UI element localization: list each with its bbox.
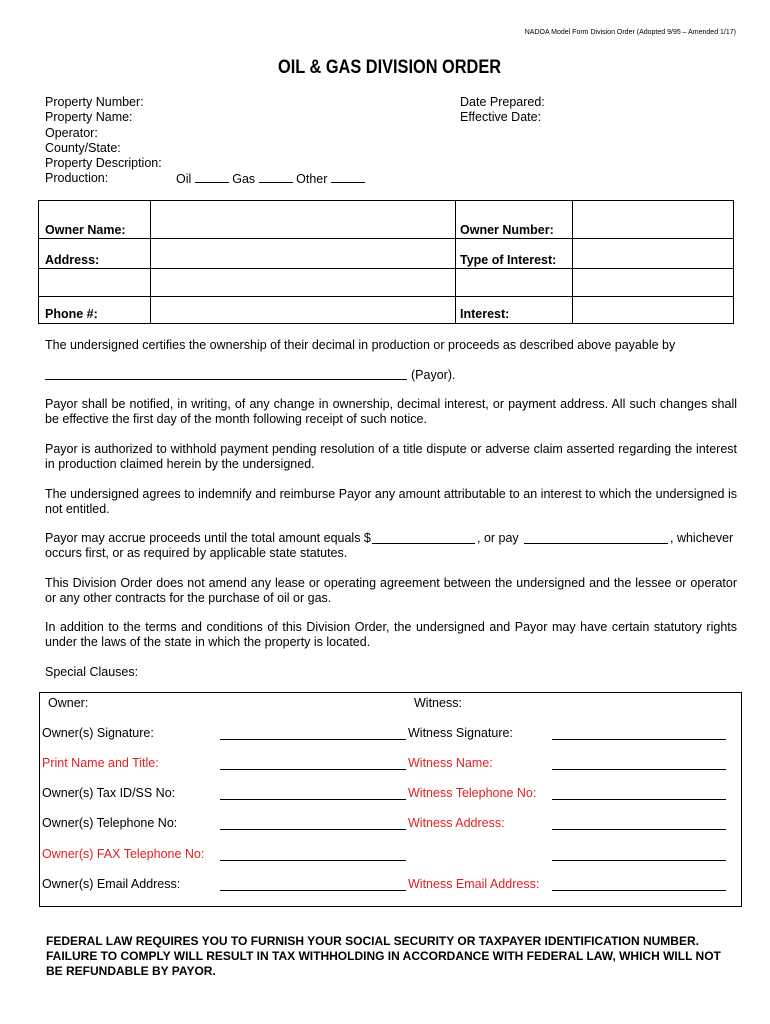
property-description-label: Property Description: xyxy=(45,156,162,170)
oil-field[interactable] xyxy=(195,171,229,183)
address-label: Address: xyxy=(45,253,100,267)
owner-name-input[interactable] xyxy=(152,202,453,237)
witness-email-label: Witness Email Address: xyxy=(408,877,540,891)
witness-address-line2-field[interactable] xyxy=(552,860,726,861)
amend-paragraph: This Division Order does not amend any lease or operating agreement between the undersigned and the lessee or operator or any other contracts for the purchase of oil or gas. xyxy=(45,576,737,605)
other-label: Other xyxy=(296,172,328,186)
owner-tax-id-field[interactable] xyxy=(220,799,406,800)
other-field[interactable] xyxy=(331,171,365,183)
form-version-note: NADOA Model Form Division Order (Adopted 9/95 – Amended 1/17) xyxy=(524,29,736,36)
type-of-interest-input[interactable] xyxy=(574,240,732,267)
accrue-text-b: , or pay xyxy=(477,531,519,545)
accrue-text-d: occurs first, or as required by applicable state statutes. xyxy=(45,546,348,560)
owner-email-field[interactable] xyxy=(220,890,406,891)
federal-law-notice: FEDERAL LAW REQUIRES YOU TO FURNISH YOUR SOCIAL SECURITY OR TAXPAYER IDENTIFICATION NUMBER. FAILURE TO COMPLY WILL RESULT IN TAX WITHHOLDING IN ACCORDANCE WITH FEDERAL LAW, WHICH WILL NOT BE REFUNDABLE BY PAYOR. xyxy=(46,934,721,978)
owner-number-input[interactable] xyxy=(574,202,732,237)
production-label: Production: xyxy=(45,171,109,185)
gas-label: Gas xyxy=(232,172,256,186)
owner-heading: Owner: xyxy=(48,696,89,710)
witness-heading: Witness: xyxy=(414,696,462,710)
owner-name-label: Owner Name: xyxy=(45,223,126,237)
type-of-interest-label: Type of Interest: xyxy=(460,253,557,267)
owner-telephone-field[interactable] xyxy=(220,829,406,830)
phone-label: Phone #: xyxy=(45,307,98,321)
witness-name-label: Witness Name: xyxy=(408,756,493,770)
effective-date-label: Effective Date: xyxy=(460,110,542,124)
property-name-label: Property Name: xyxy=(45,110,133,124)
notify-paragraph: Payor shall be notified, in writing, of any change in ownership, decimal interest, or payment address. All such changes shall be effective the first day of the month following receipt of such notice. xyxy=(45,397,737,426)
owner-signature-label: Owner(s) Signature: xyxy=(42,726,154,740)
indemnify-paragraph: The undersigned agrees to indemnify and reimburse Payor any amount attributable to an interest to which the undersigned is not entitled. xyxy=(45,487,737,516)
owner-fax-label: Owner(s) FAX Telephone No: xyxy=(42,847,205,861)
operator-label: Operator: xyxy=(45,126,98,140)
witness-telephone-field[interactable] xyxy=(552,799,726,800)
gas-field[interactable] xyxy=(259,171,293,183)
phone-input[interactable] xyxy=(152,298,453,323)
page-title: OIL & GAS DIVISION ORDER xyxy=(278,57,502,78)
witness-signature-field[interactable] xyxy=(552,739,726,740)
witness-address-label: Witness Address: xyxy=(408,816,505,830)
withhold-paragraph: Payor is authorized to withhold payment pending resolution of a title dispute or adverse claim asserted regarding the interest in production claimed herein by the undersigned. xyxy=(45,442,737,471)
payor-label: (Payor). xyxy=(411,368,456,382)
interest-label: Interest: xyxy=(460,307,510,321)
certify-paragraph: The undersigned certifies the ownership of their decimal in production or proceeds as described above payable by xyxy=(45,338,676,352)
print-name-label: Print Name and Title: xyxy=(42,756,159,770)
owner-telephone-label: Owner(s) Telephone No: xyxy=(42,816,178,830)
date-prepared-label: Date Prepared: xyxy=(460,95,545,109)
accrue-pay-field[interactable] xyxy=(524,543,668,544)
accrue-text-a: Payor may accrue proceeds until the total amount equals $ xyxy=(45,531,371,545)
property-number-label: Property Number: xyxy=(45,95,144,109)
owner-email-label: Owner(s) Email Address: xyxy=(42,877,181,891)
interest-input[interactable] xyxy=(574,298,732,323)
witness-signature-label: Witness Signature: xyxy=(408,726,513,740)
statutory-paragraph: In addition to the terms and conditions of this Division Order, the undersigned and Payor may have certain statutory rights under the laws of the state in which the property is located. xyxy=(45,620,737,649)
county-state-label: County/State: xyxy=(45,141,121,155)
accrue-amount-field[interactable] xyxy=(372,543,475,544)
address-input[interactable] xyxy=(152,240,453,295)
witness-name-field[interactable] xyxy=(552,769,726,770)
owner-tax-id-label: Owner(s) Tax ID/SS No: xyxy=(42,786,176,800)
oil-label: Oil xyxy=(176,172,192,186)
payor-name-field[interactable] xyxy=(45,379,407,380)
witness-address-field[interactable] xyxy=(552,829,726,830)
production-types xyxy=(176,171,365,186)
accrue-text-c: , whichever xyxy=(670,531,734,545)
owner-number-label: Owner Number: xyxy=(460,223,554,237)
special-clauses-label: Special Clauses: xyxy=(45,665,139,679)
owner-signature-field[interactable] xyxy=(220,739,406,740)
print-name-field[interactable] xyxy=(220,769,406,770)
witness-telephone-label: Witness Telephone No: xyxy=(408,786,537,800)
owner-fax-field[interactable] xyxy=(220,860,406,861)
witness-email-field[interactable] xyxy=(552,890,726,891)
